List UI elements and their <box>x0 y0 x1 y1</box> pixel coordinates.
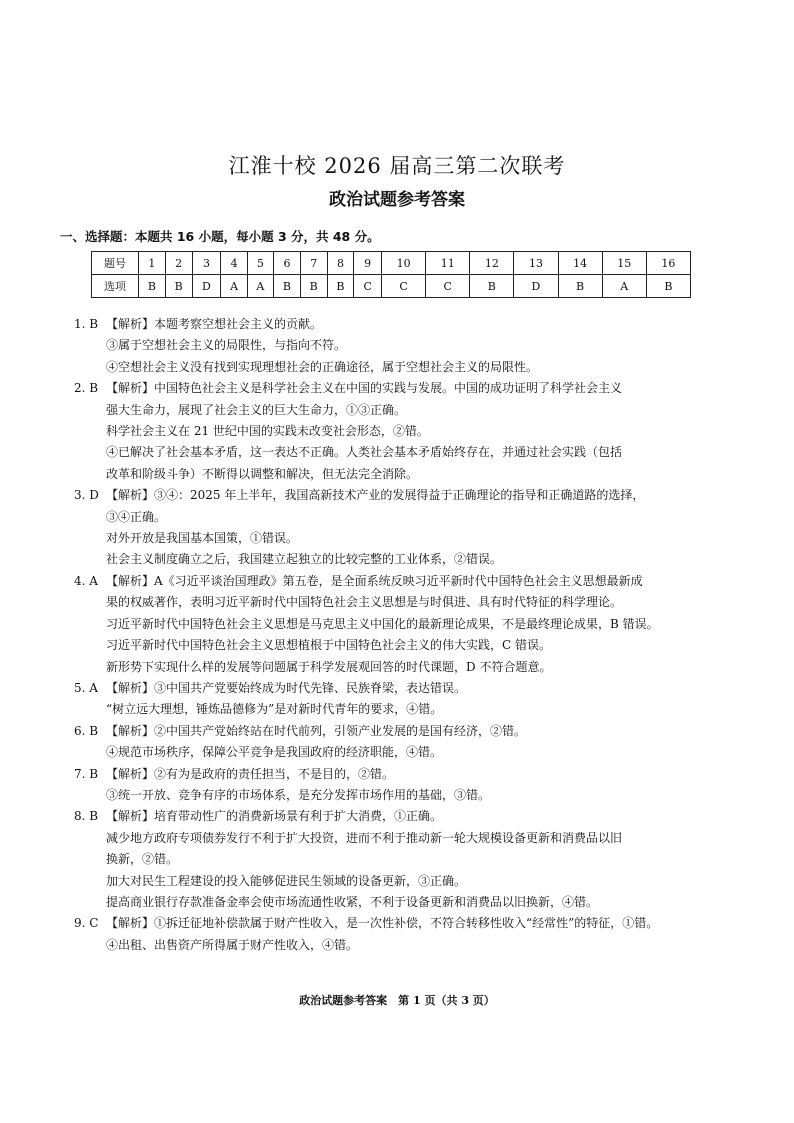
question-number-cell: 4 <box>221 252 247 275</box>
answer-option-cell: B <box>646 275 690 298</box>
question-number-cell: 1 <box>139 252 166 275</box>
explanation-line: 【解析】中国特色社会主义是科学社会主义在中国的实践与发展。中国的成功证明了科学社会主义 <box>106 381 623 396</box>
answer-item-number: 5. A <box>74 680 98 695</box>
answer-option-cell: A <box>247 275 273 298</box>
explanation-line: 【解析】②中国共产党始终站在时代前列，引领产业发展的是国有经济，②错。 <box>106 723 527 738</box>
row-label-option: 选项 <box>92 275 139 298</box>
question-number-cell: 5 <box>247 252 273 275</box>
page-title: 江淮十校 2026 届高三第二次联考 <box>228 154 566 178</box>
explanation-line: 习近平新时代中国特色社会主义思想是马克思主义中国化的最新理论成果，不是最终理论成果，B 错误。 <box>106 616 659 631</box>
answer-table <box>91 251 691 298</box>
answer-item-number: 1. B <box>74 317 99 331</box>
explanation-line: 改革和阶级斗争）不断得以调整和解决，但无法完全消除。 <box>106 466 419 481</box>
answer-item-number: 6. B <box>74 723 99 738</box>
answer-item <box>74 913 754 956</box>
explanation-line: 【解析】培育带动性广的消费新场景有利于扩大消费，①正确。 <box>106 809 443 824</box>
answer-item-number: 4. A <box>74 573 98 588</box>
question-number-cell: 15 <box>602 252 646 275</box>
answer-option-cell: D <box>514 275 558 298</box>
answer-item <box>74 764 754 807</box>
question-number-cell: 12 <box>470 252 514 275</box>
section-heading: 一、选择题：本题共 16 小题，每小题 3 分，共 48 分。 <box>60 229 380 244</box>
question-number-cell: 14 <box>558 252 602 275</box>
question-number-cell: 16 <box>646 252 690 275</box>
answer-option-cell: B <box>165 275 192 298</box>
answer-option-cell: B <box>470 275 514 298</box>
answer-item-number: 7. B <box>74 766 99 781</box>
explanation-line: 科学社会主义在 21 世纪中国的实践未改变社会形态，②错。 <box>106 424 429 439</box>
answer-option-cell: D <box>192 275 221 298</box>
answer-item <box>74 571 754 678</box>
answer-option-cell: B <box>139 275 166 298</box>
answer-option-cell: A <box>221 275 247 298</box>
answer-item-number: 2. B <box>74 381 99 396</box>
answer-option-cell: C <box>382 275 426 298</box>
question-number-cell: 3 <box>192 252 221 275</box>
answer-item-number: 8. B <box>74 809 99 824</box>
answer-item <box>74 485 754 571</box>
question-number-cell: 11 <box>426 252 470 275</box>
question-number-cell: 9 <box>354 252 382 275</box>
answer-option-cell: A <box>602 275 646 298</box>
answer-option-cell: B <box>327 275 354 298</box>
answer-option-cell: B <box>300 275 327 298</box>
explanation-line: ④出租、出售资产所得属于财产性收入，④错。 <box>106 937 359 952</box>
answer-table-number-row <box>92 252 691 275</box>
explanation-line: “树立远大理想，锤炼品德修为”是对新时代青年的要求，④错。 <box>106 702 443 717</box>
question-number-cell: 10 <box>382 252 426 275</box>
answer-option-cell: B <box>558 275 602 298</box>
page-subtitle: 政治试题参考答案 <box>329 190 465 210</box>
answer-option-cell: B <box>274 275 301 298</box>
explanation-line: 【解析】①拆迁征地补偿款属于财产性收入，是一次性补偿，不符合转移性收入“经常性”的特征，①错。 <box>106 916 659 931</box>
explanation-line: 对外开放是我国基本国策，①错误。 <box>106 531 299 546</box>
question-number-cell: 8 <box>327 252 354 275</box>
answer-table-option-row <box>92 275 691 298</box>
explanation-line: 【解析】A《习近平谈治国理政》第五卷，是全面系统反映习近平新时代中国特色社会主义思想最新成 <box>106 573 643 588</box>
explanation-line: 【解析】本题考察空想社会主义的贡献。 <box>106 317 323 331</box>
explanation-line: 【解析】③中国共产党要始终成为时代先锋、民族脊梁，表达错误。 <box>106 680 467 695</box>
explanation-line: 【解析】②有为是政府的责任担当，不是目的，②错。 <box>106 766 395 781</box>
answer-option-cell: C <box>354 275 382 298</box>
question-number-cell: 6 <box>274 252 301 275</box>
question-number-cell: 13 <box>514 252 558 275</box>
explanation-line: ③统一开放、竞争有序的市场体系，是充分发挥市场作用的基础，③错。 <box>106 787 491 802</box>
answer-item <box>74 721 754 764</box>
page-footer: 政治试题参考答案 第 1 页（共 3 页） <box>299 994 495 1007</box>
answer-item <box>74 678 754 721</box>
explanation-line: 社会主义制度确立之后，我国建立起独立的比较完整的工业体系，②错误。 <box>106 552 503 567</box>
explanation-line: 减少地方政府专项债券发行不利于扩大投资，进而不利于推动新一轮大规模设备更新和消费品以旧 <box>106 830 623 845</box>
explanation-line: 【解析】③④：2025 年上半年，我国高新技术产业的发展得益于正确理论的指导和正确道路的选择， <box>106 488 645 503</box>
explanation-line: 加大对民生工程建设的投入能够促进民生领域的设备更新，③正确。 <box>106 873 467 888</box>
answer-item-number: 9. C <box>74 916 99 931</box>
explanation-line: ④已解决了社会基本矛盾，这一表达不正确。人类社会基本矛盾始终存在，并通过社会实践（包括 <box>106 445 623 460</box>
answer-item <box>74 806 754 913</box>
answer-item <box>74 314 754 378</box>
answer-explanations <box>74 314 754 956</box>
explanation-line: ③属于空想社会主义的局限性，与指向不符。 <box>106 338 347 353</box>
explanation-line: 换新，②错。 <box>106 852 179 867</box>
explanation-line: 强大生命力，展现了社会主义的巨大生命力，①③正确。 <box>106 402 407 417</box>
explanation-line: 新形势下实现什么样的发展等问题属于科学发展观回答的时代课题，D 不符合题意。 <box>106 659 552 674</box>
explanation-line: 提高商业银行存款准备金率会使市场流通性收紧，不利于设备更新和消费品以旧换新，④错。 <box>106 894 599 909</box>
answer-item <box>74 378 754 485</box>
explanation-line: ③④正确。 <box>106 509 167 524</box>
question-number-cell: 7 <box>300 252 327 275</box>
explanation-line: 果的权威著作，表明习近平新时代中国特色社会主义思想是与时俱进、具有时代特征的科学理论。 <box>106 595 623 610</box>
explanation-line: ④规范市场秩序，保障公平竞争是我国政府的经济职能，④错。 <box>106 745 443 760</box>
row-label-number: 题号 <box>92 252 139 275</box>
answer-option-cell: C <box>426 275 470 298</box>
explanation-line: ④空想社会主义没有找到实现理想社会的正确途径，属于空想社会主义的局限性。 <box>106 359 539 374</box>
answer-item-number: 3. D <box>74 488 99 503</box>
question-number-cell: 2 <box>165 252 192 275</box>
explanation-line: 习近平新时代中国特色社会主义思想植根于中国特色社会主义的伟大实践，C 错误。 <box>106 638 551 653</box>
